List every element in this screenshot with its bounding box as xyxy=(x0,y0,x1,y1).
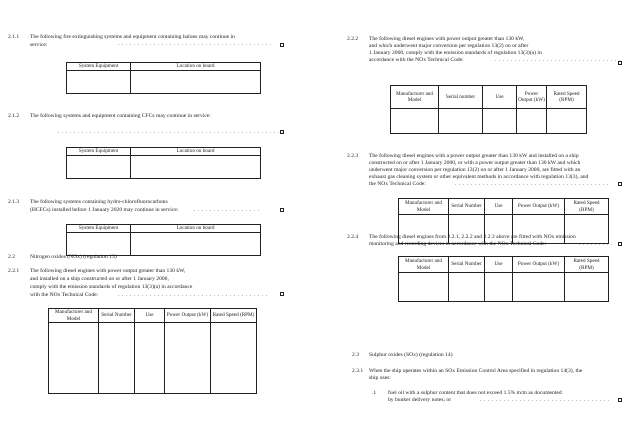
col-header: Rated Speed (RPM) xyxy=(547,86,587,109)
col-header: Power Output (kW) xyxy=(517,86,547,109)
section-number: 2.2.1 xyxy=(8,268,20,274)
section-heading: Sulphur oxides (SOx) (regulation 14) xyxy=(369,352,453,358)
checkbox-item-1[interactable] xyxy=(618,398,622,402)
leader-dots: . . . . . . . . . . . . . . . . . . . . . . . . . . . . . . . . . xyxy=(480,397,610,403)
leader-dots: . . . . . . . . . . . . . . . . . . . . . . . . . . . . . . . . xyxy=(495,57,621,63)
col-header: Serial Number xyxy=(449,199,485,215)
leader-dots: . . . . . . . . . . . . . . . . . . . . . . . . . . . . . . . . . . . . . . . . . . . . . . . . . . . . . . . . . xyxy=(58,129,284,135)
col-header: Use xyxy=(483,86,517,109)
section-number: 2.2.4 xyxy=(347,234,359,240)
section-text: ship uses: xyxy=(369,375,391,381)
engines-table-2-2-4 xyxy=(398,256,609,302)
section-number: 2.3.1 xyxy=(352,368,364,374)
col-header: Power Output (kW) xyxy=(513,257,565,273)
leader-dots: . . . . . . . . . . . . . . . . . . . . . . . . . . . . . . . . . . . . . . . xyxy=(455,181,609,187)
section-text: (HCFCs) installed before 1 January 2020 may continue in service: xyxy=(30,207,179,213)
table-row xyxy=(49,323,257,394)
section-text: The following systems containing hydro-chlorofluorocarbons xyxy=(30,199,168,205)
col-header: Power Output (kW) xyxy=(165,309,211,323)
section-number: 2.2.2 xyxy=(347,36,359,42)
checkbox-2-2-1[interactable] xyxy=(280,292,284,296)
col-header: Rated Speed (RPM) xyxy=(565,199,609,215)
engines-table-2-2-1 xyxy=(48,308,257,394)
checkbox-2-2-3[interactable] xyxy=(618,182,622,186)
item-text: by bunker delivery notes; or xyxy=(388,397,452,403)
section-text: The following diesel engines from 2.2.1, 2.2.2 and 2.2.3 above are fitted with NOx emission xyxy=(369,234,576,240)
section-text: underwent major conversion per regulation 13(2) on or after 1 January 2000, are fitted with an xyxy=(369,167,581,173)
section-text: The following fire extinguishing systems and equipment containing halons may continue in service: xyxy=(30,34,235,48)
section-number: 2.1.3 xyxy=(8,199,20,205)
table-row xyxy=(67,232,261,255)
leader-dots: . . . . . . . . . . . . . . . . . xyxy=(194,207,260,213)
section-text: monitoring and recording devices in accordance with the NOx Technical Code: xyxy=(369,241,547,247)
col-header: Power Output (kW) xyxy=(513,199,565,215)
col-header: Serial Number xyxy=(449,257,485,273)
section-text: accordance with the NOx Technical Code: xyxy=(369,57,464,63)
checkbox-2-1-1[interactable] xyxy=(280,43,284,47)
cfcs-table xyxy=(66,147,261,179)
section-text: exhaust gas cleaning system or other equivalent methods in accordance with regulation 13(3), and xyxy=(369,174,589,180)
col-header: Location on board xyxy=(131,63,261,71)
engines-table-2-2-2 xyxy=(390,85,587,134)
checkbox-2-2-4[interactable] xyxy=(618,242,622,246)
leader-dots: . . . . . . . . . . . . . . . . . . . . . . . . . . . . . . . . . . . . . . xyxy=(118,292,268,298)
section-text: and which underwent major conversion per regulation 13(2) on or after xyxy=(369,43,529,49)
section-number: 2.2 xyxy=(8,254,15,260)
section-text: 1 January 2000, comply with the emission standards of regulation 13(3)(a) in xyxy=(369,50,542,56)
col-header: System Equipment xyxy=(67,63,131,71)
table-row xyxy=(399,273,609,302)
section-text: with the NOx Technical Code: xyxy=(30,292,99,298)
section-text: constructed on or after 1 January 2000, or with a power output greater than 130 kW and which xyxy=(369,160,581,166)
col-header: Location on board xyxy=(131,148,261,156)
col-header: Serial Number xyxy=(99,309,135,323)
halons-table xyxy=(66,62,261,94)
col-header: Use xyxy=(135,309,165,323)
table-row xyxy=(67,70,261,93)
col-header: Manufacturer and Model xyxy=(399,199,449,215)
section-text: The following diesel engines with power output greater than 130 kW, xyxy=(30,268,186,274)
col-header: System Equipment xyxy=(67,148,131,156)
section-text: The following diesel engines with a power output greater than 130 kW and installed on a ship xyxy=(369,153,579,159)
col-header: Manufacturer and Model xyxy=(399,257,449,273)
checkbox-2-1-2[interactable] xyxy=(280,130,284,134)
table-row xyxy=(67,155,261,178)
section-text: The following systems and equipment containing CFCs may continue in service: xyxy=(30,113,211,119)
section-number: 2.1.2 xyxy=(8,113,20,119)
section-heading: Nitrogen oxides (NOx) (regulation 13) xyxy=(30,254,117,260)
col-header: Use xyxy=(485,257,513,273)
section-text: comply with the emission standards of regulation 13(3)(a) in accordance xyxy=(30,284,193,290)
col-header: Use xyxy=(485,199,513,215)
col-header: System Equipment xyxy=(67,225,131,233)
item-number: .1 xyxy=(372,390,377,396)
col-header: Location on board xyxy=(131,225,261,233)
section-text: The following diesel engines with power output greater than 130 kW, xyxy=(369,36,525,42)
hcfcs-table xyxy=(66,224,261,256)
section-text: When the ship operates within an SOx Emission Control Area specified in regulation 14(3), the xyxy=(369,368,583,374)
col-header: Rated Speed (RPM) xyxy=(565,257,609,273)
section-text: the NOx Technical Code: xyxy=(369,181,426,187)
leader-dots: . . . . . . . . . . . . . . . . . . . . . . . . . . . . . . . . . . . . . . . xyxy=(118,41,272,47)
leader-dots: . . . . . . . . . xyxy=(579,241,613,247)
col-header: Serial number xyxy=(439,86,483,109)
col-header: Manufacturer and Model xyxy=(49,309,99,323)
section-number: 2.1.1 xyxy=(8,34,20,40)
col-header: Manufacturer and Model xyxy=(391,86,439,109)
item-text: fuel oil with a sulphur content that does not exceed 1.5% m/m as documented xyxy=(388,390,562,396)
section-text: and installed on a ship constructed on or after 1 January 2000, xyxy=(30,276,169,282)
checkbox-2-2-2[interactable] xyxy=(618,61,622,65)
table-row xyxy=(391,109,587,134)
section-number: 2.2.3 xyxy=(347,153,359,159)
section-number: 2.3 xyxy=(352,352,359,358)
col-header: Rated Speed (RPM) xyxy=(211,309,257,323)
checkbox-2-1-3[interactable] xyxy=(280,208,284,212)
